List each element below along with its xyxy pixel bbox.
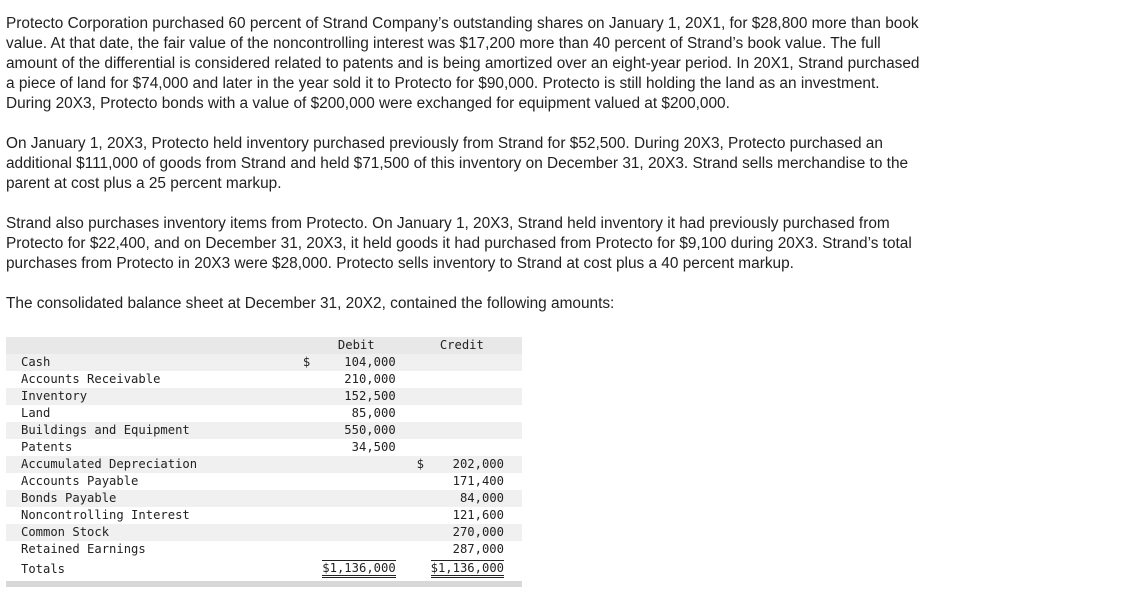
totals-row [6,558,522,578]
table-row [6,456,522,473]
debit-cell [303,541,402,558]
credit-cell [402,371,522,388]
debit-cell [303,507,402,524]
account-name: Inventory [6,388,303,405]
account-name: Accounts Receivable [6,371,303,388]
credit-cell [402,473,522,490]
debit-header: Debit [303,337,402,354]
currency-sign: $ [302,355,311,369]
credit-amount: 287,000 [452,542,504,556]
text-line: amount of the differential is considered related to patents and is being amortized over an eight-year period. In 20X1, Strand purchased [6,55,920,72]
table-body [6,354,522,578]
credit-cell [402,507,522,524]
text-line: Strand also purchases inventory items from Protecto. On January 1, 20X3, Strand held inventory it had previously purchased from [6,215,890,232]
debit-cell [303,439,402,456]
credit-cell [402,456,522,473]
table-row [6,524,522,541]
table-header-row [6,337,522,354]
account-name: Patents [6,439,303,456]
credit-cell [402,439,522,456]
text-line: During 20X3, Protecto bonds with a value of $200,000 were exchanged for equipment valued at $200,000. [6,95,730,112]
text-line: On January 1, 20X3, Protecto held inventory purchased previously from Strand for $52,500. During 20X3, Protecto purchased an [6,135,883,152]
table-row [6,371,522,388]
debit-total-cell [303,558,402,578]
table-footer-bar [6,581,522,587]
credit-total: $1,136,000 [431,560,504,578]
credit-cell [402,354,522,371]
credit-cell [402,524,522,541]
debit-amount: 34,500 [351,440,396,454]
balance-sheet-table [6,337,522,578]
table-row [6,388,522,405]
credit-cell [402,388,522,405]
account-name: Common Stock [6,524,303,541]
totals-label: Totals [6,558,303,578]
table-row [6,439,522,456]
account-name: Buildings and Equipment [6,422,303,439]
credit-cell [402,422,522,439]
account-header [6,337,303,354]
credit-cell [402,490,522,507]
text-line: value. At that date, the fair value of the noncontrolling interest was $17,200 more than 40 percent of Strand’s book value. The full [6,35,881,52]
debit-amount: 85,000 [351,406,396,420]
debit-cell [303,524,402,541]
table-row [6,473,522,490]
account-name: Accumulated Depreciation [6,456,303,473]
table-row [6,354,522,371]
table-row [6,422,522,439]
credit-amount: 84,000 [459,491,504,505]
account-name: Noncontrolling Interest [6,507,303,524]
credit-cell [402,541,522,558]
credit-amount: 121,600 [452,508,504,522]
table-row [6,490,522,507]
credit-amount: 171,400 [452,474,504,488]
account-name: Retained Earnings [6,541,303,558]
text-line: The consolidated balance sheet at December 31, 20X2, contained the following amounts: [6,295,615,312]
credit-amount: 202,000 [452,457,504,471]
debit-amount: 550,000 [344,423,396,437]
credit-amount: 270,000 [452,525,504,539]
debit-cell [303,473,402,490]
paragraph-acquisition [6,14,1046,114]
account-name: Bonds Payable [6,490,303,507]
debit-amount: 104,000 [344,355,396,369]
debit-cell [303,371,402,388]
text-line: Protecto for $22,400, and on December 31, 20X3, it held goods it had purchased from Protecto for $9,100 during 20X3. Strand’s total [6,235,912,252]
account-name: Cash [6,354,303,371]
table-row [6,541,522,558]
text-line: a piece of land for $74,000 and later in the year sold it to Protecto for $90,000. Protecto is still holding the land as an investment. [6,75,880,92]
text-line: Protecto Corporation purchased 60 percent of Strand Company’s outstanding shares on January 1, 20X1, for $28,800 more than book [6,15,919,32]
account-name: Accounts Payable [6,473,303,490]
account-name: Land [6,405,303,422]
debit-cell [303,405,402,422]
credit-total-cell [402,558,522,578]
debit-amount: 210,000 [344,372,396,386]
credit-cell [402,405,522,422]
paragraph-upstream-inventory [6,134,1046,194]
text-line: additional $111,000 of goods from Strand and held $71,500 of this inventory on December 31, 20X3. Strand sells merchandise to the [6,155,909,172]
text-line: parent at cost plus a 25 percent markup. [6,175,282,192]
balance-sheet [6,337,522,587]
debit-total: $1,136,000 [322,560,395,578]
debit-cell [303,490,402,507]
paragraph-balance-sheet-intro [6,294,1046,314]
currency-sign: $ [416,457,425,471]
problem-text [6,14,1046,314]
debit-cell [303,354,402,371]
debit-cell [303,456,402,473]
debit-cell [303,422,402,439]
paragraph-downstream-inventory [6,214,1046,274]
text-line: purchases from Protecto in 20X3 were $28,000. Protecto sells inventory to Strand at cost plus a 40 percent markup. [6,255,794,272]
table-row [6,507,522,524]
credit-header: Credit [402,337,522,354]
table-row [6,405,522,422]
debit-cell [303,388,402,405]
debit-amount: 152,500 [344,389,396,403]
